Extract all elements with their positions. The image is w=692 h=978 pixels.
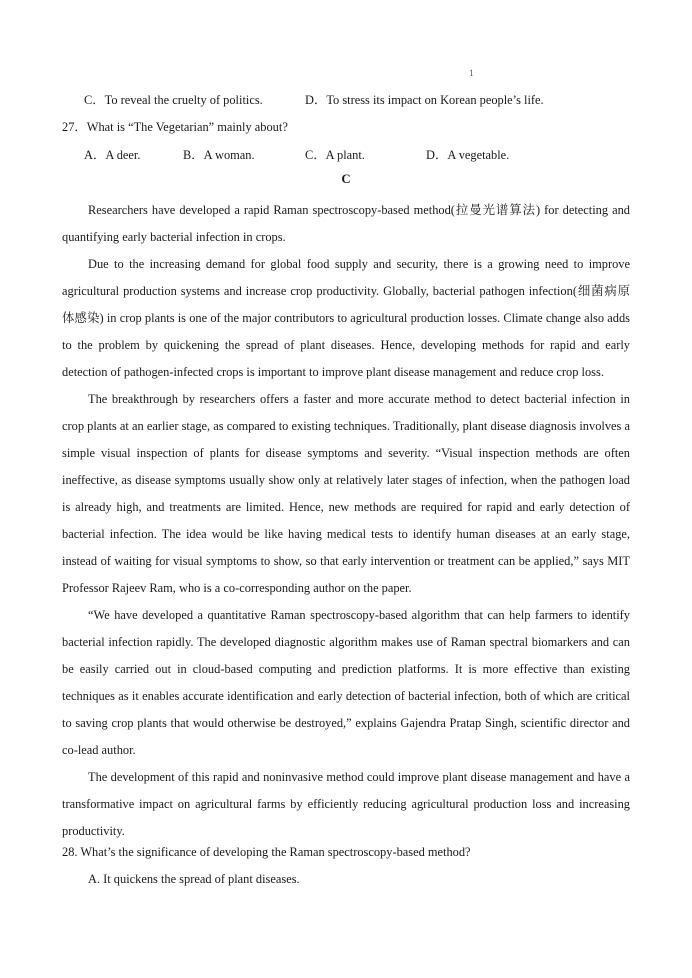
question-27: 27．What is “The Vegetarian” mainly about? [62,120,288,134]
option-d-q27: D．A vegetable. [426,148,510,162]
reading-passage [62,197,630,845]
paragraph-1: Researchers have developed a rapid Raman spectroscopy-based method(拉曼光谱算法) for detecting and quantifying early bacterial infection in crops. [62,203,630,244]
option-b-q27: B．A woman. [183,148,255,162]
question-28: 28. What’s the significance of developing the Raman spectroscopy-based method? [62,845,471,859]
section-title: C [341,172,351,186]
page-mark: 1 [469,68,474,78]
option-c-q26: C．To reveal the cruelty of politics. [84,93,263,107]
paragraph-3: The breakthrough by researchers offers a faster and more accurate method to detect bacterial infection in crop plants at an earlier stage, as compared to existing techniques. Traditionally, plant disease diagnosis involves a simple visual inspection of plants for disease symptoms and severity. “Visual inspection methods are often ineffective, as disease symptoms usually show only at relatively later stages of infection, when the pathogen load is already high, and treatments are limited. Hence, new methods are required for rapid and early detection of bacterial infection. The idea would be like having medical tests to identify human diseases at an early stage, instead of waiting for visual symptoms to show, so that early intervention or treatment can be applied,” says MIT Professor Rajeev Ram, who is a co-corresponding author on the paper. [62,392,630,595]
paragraph-5: The development of this rapid and noninvasive method could improve plant disease management and have a transformative impact on agricultural farms by efficiently reducing agricultural production loss and increasing productivity. [62,770,630,838]
paragraph-2: Due to the increasing demand for global food supply and security, there is a growing need to improve agricultural production systems and increase crop productivity. Globally, bacterial pathogen infection(细菌病原体感染) in crop plants is one of the major contributors to agricultural production losses. Climate change also adds to the problem by quickening the spread of plant diseases. Hence, developing methods for rapid and early detection of pathogen-infected crops is important to improve plant disease management and reduce crop loss. [62,257,630,379]
option-a-q27: A．A deer. [84,148,141,162]
option-c-q27: C．A plant. [305,148,365,162]
option-a-q28: A. It quickens the spread of plant diseases. [88,872,300,886]
paragraph-4: “We have developed a quantitative Raman spectroscopy-based algorithm that can help farmers to identify bacterial infection rapidly. The developed diagnostic algorithm makes use of Raman spectral biomarkers and can be easily carried out in cloud-based computing and prediction platforms. It is more effective than existing techniques as it enables accurate identification and early detection of bacterial infection, both of which are critical to saving crop plants that would otherwise be destroyed,” explains Gajendra Pratap Singh, scientific director and co-lead author. [62,608,630,757]
option-d-q26: D．To stress its impact on Korean people’s life. [305,93,544,107]
